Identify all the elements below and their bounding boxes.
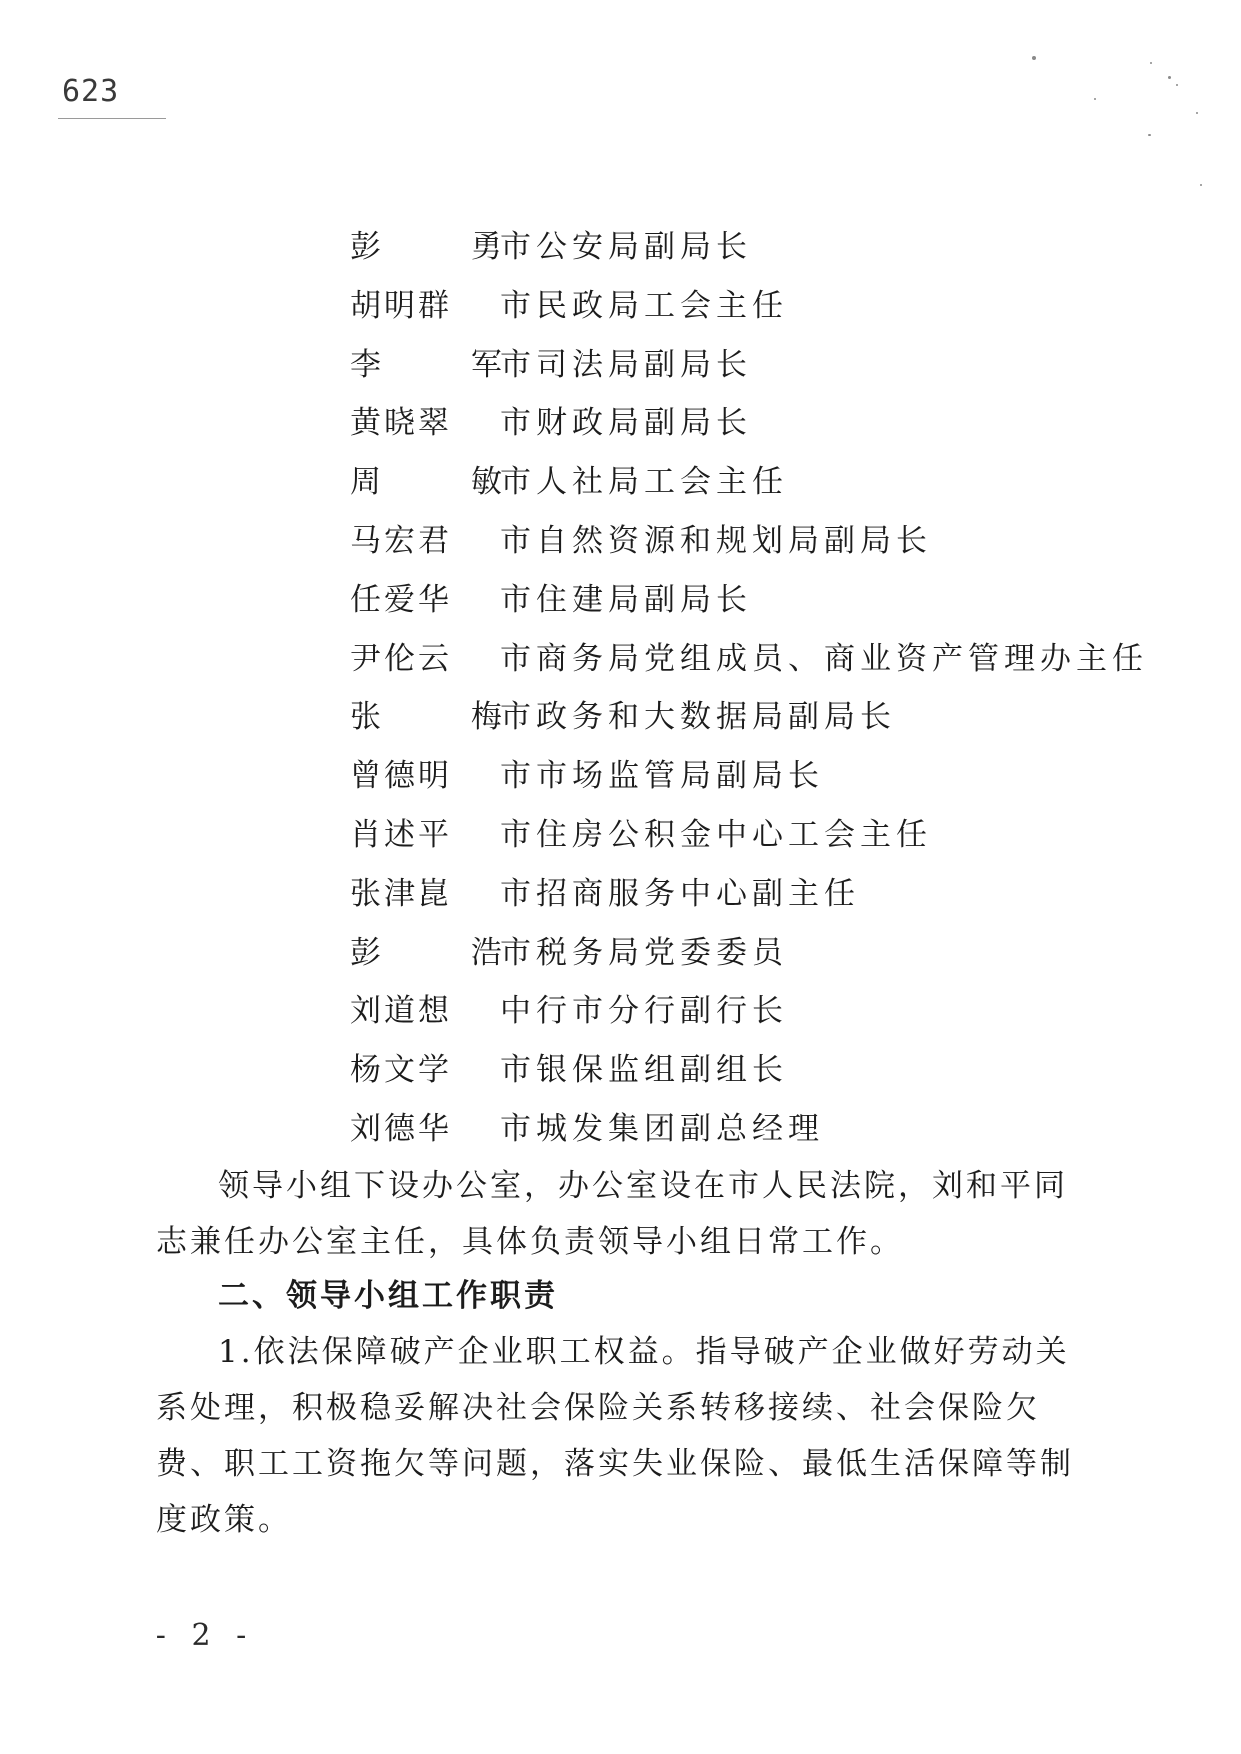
office-paragraph: 领导小组下设办公室，办公室设在市人民法院，刘和平同志兼任办公室主任，具体负责领导小组日常工作。 (156, 1168, 1068, 1260)
member-name: 曾德明 (350, 758, 452, 795)
scan-speck (1150, 62, 1152, 64)
scan-speck (1200, 184, 1202, 186)
member-row (350, 394, 1150, 453)
member-title: 市自然资源和规划局副局长 (500, 522, 932, 559)
member-title: 市司法局副局长 (500, 346, 752, 383)
scan-speck (1176, 84, 1178, 86)
leading-group-member-list (350, 218, 1150, 1159)
member-row (350, 512, 1150, 571)
member-title: 市公安局副局长 (500, 229, 752, 265)
duty-paragraph: 1.依法保障破产企业职工权益。指导破产企业做好劳动关系处理，积极稳妥解决社会保险关系转移接续、社会保险欠费、职工工资拖欠等问题，落实失业保险、最低生活保障等制度政策。 (156, 1334, 1074, 1538)
member-name: 胡明群 (350, 287, 452, 324)
member-title: 市住建局副局长 (500, 581, 752, 618)
member-row (350, 1041, 1150, 1100)
member-row (350, 688, 1150, 747)
member-name: 李 军 (350, 346, 542, 383)
member-title: 市市场监管局副局长 (500, 758, 824, 795)
member-row (350, 218, 1150, 277)
member-row (350, 924, 1150, 983)
number-underline (58, 118, 166, 119)
member-name: 彭 勇 (350, 229, 542, 265)
page-number: - 2 - (155, 1618, 255, 1653)
member-name: 彭 浩 (350, 934, 542, 971)
member-name: 杨文学 (350, 1052, 452, 1089)
member-row (350, 982, 1150, 1041)
member-row (350, 453, 1150, 512)
member-name: 马宏君 (350, 522, 452, 559)
member-name: 张 梅 (350, 699, 542, 736)
member-name: 刘道想 (350, 993, 452, 1030)
member-row (350, 806, 1150, 865)
member-title: 市税务局党委委员 (500, 934, 788, 971)
member-name: 张津崑 (350, 875, 452, 912)
member-title: 市招商服务中心副主任 (500, 875, 860, 912)
member-title: 市财政局副局长 (500, 405, 752, 442)
scan-speck (1148, 134, 1151, 136)
member-name: 刘德华 (350, 1110, 452, 1147)
member-name: 周 敏 (350, 464, 542, 501)
section-heading: 二、领导小组工作职责 (218, 1278, 558, 1314)
member-row (350, 865, 1150, 924)
member-row (350, 630, 1150, 689)
member-name: 任爱华 (350, 581, 452, 618)
member-title: 市银保监组副组长 (500, 1052, 788, 1089)
member-title: 市商务局党组成员、商业资产管理办主任 (500, 640, 1148, 677)
member-name: 尹伦云 (350, 640, 452, 677)
scan-speck (1032, 56, 1036, 60)
member-title: 市民政局工会主任 (500, 287, 788, 324)
handwritten-document-number: 623 (62, 74, 120, 109)
member-row (350, 1100, 1150, 1159)
member-title: 市城发集团副总经理 (500, 1110, 824, 1147)
member-title: 市住房公积金中心工会主任 (500, 816, 932, 853)
member-row (350, 571, 1150, 630)
member-row (350, 336, 1150, 395)
member-name: 黄晓翠 (350, 405, 452, 442)
member-row (350, 747, 1150, 806)
scan-speck (1094, 98, 1096, 100)
member-name: 肖述平 (350, 816, 452, 853)
member-title: 中行市分行副行长 (500, 993, 788, 1030)
member-row (350, 277, 1150, 336)
member-title: 市人社局工会主任 (500, 464, 788, 501)
scan-speck (1196, 112, 1198, 114)
member-title: 市政务和大数据局副局长 (500, 699, 896, 736)
scan-speck (1168, 76, 1171, 79)
